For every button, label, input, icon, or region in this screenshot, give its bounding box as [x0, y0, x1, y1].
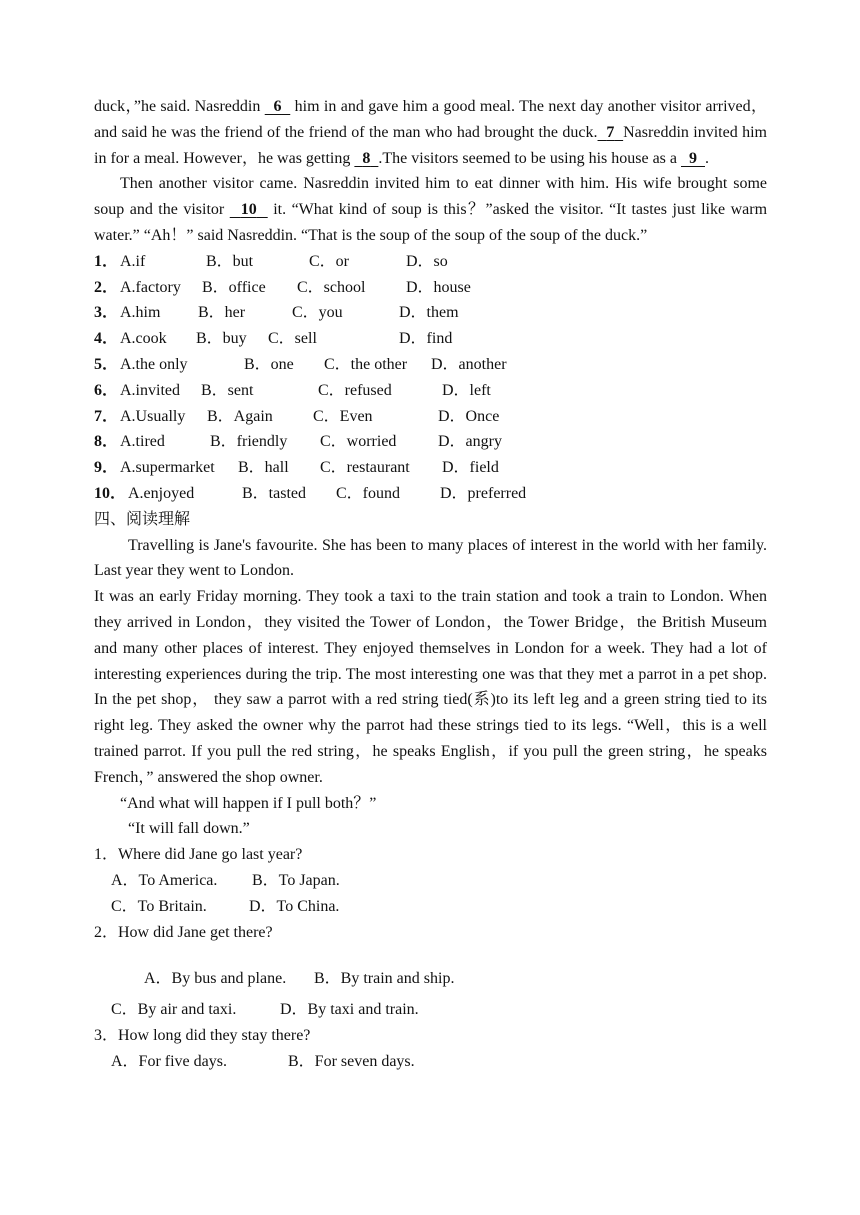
option-a: A.him [120, 304, 161, 322]
option-a: A.supermarket [120, 459, 215, 477]
question-number: 4． [94, 330, 119, 348]
section-title: 四、阅读理解 [94, 510, 191, 528]
answer-row [94, 868, 767, 894]
option-c: C．the other [324, 355, 408, 373]
option-d: D．Once [438, 407, 500, 425]
option-row-7 [94, 404, 767, 430]
answer-c: C．To Britain. [111, 897, 207, 915]
cloze-paragraph-2 [94, 171, 767, 248]
question-number: 5． [94, 355, 119, 373]
option-row-5 [94, 352, 767, 378]
option-c: C．or [309, 252, 350, 270]
question-number: 6． [94, 381, 119, 399]
question-3: 3．How long did they stay there? [94, 1026, 311, 1044]
option-a: A.Usually [120, 407, 186, 425]
answer-b: B．To Japan. [252, 871, 340, 889]
option-d: D．preferred [440, 484, 527, 502]
answer-row [94, 997, 767, 1023]
blank-9: 9 [689, 149, 697, 167]
option-b: B．her [198, 304, 246, 322]
answer-row [94, 1049, 767, 1075]
cloze-paragraph-1 [94, 94, 767, 171]
option-a: A.tired [120, 433, 165, 451]
option-row-8 [94, 429, 767, 455]
option-a: A.enjoyed [128, 484, 195, 502]
text-run: Then another visitor came. Nasreddin invited him to eat dinner with him. His wife brought some soup and the visitor [94, 175, 767, 219]
option-d: D．house [406, 278, 471, 296]
answer-d: D．By taxi and train. [280, 1001, 419, 1019]
option-b: B．tasted [242, 484, 306, 502]
answer-a: A．For five days. [111, 1052, 227, 1070]
text-run: it. “What kind of soup is this？”asked the visitor. “It tastes just like warm water.” “Ah！” said Nasreddin. “That is the soup of the soup of the soup of the duck.” [94, 201, 768, 244]
option-row-2 [94, 275, 767, 301]
blank-6: 6 [273, 98, 282, 115]
answer-a: A．By bus and plane. [144, 970, 287, 988]
text-run: Nasreddin invited him in for a meal. However，he was getting [94, 123, 768, 167]
option-d: D．them [399, 304, 459, 322]
option-d: D．another [431, 355, 507, 373]
question-2: 2．How did Jane get there? [94, 923, 273, 941]
option-row-9 [94, 455, 767, 481]
answer-a: A．To America. [111, 871, 218, 889]
exam-page [94, 94, 767, 1074]
reading-paragraph-1: Travelling is Jane's favourite. She has been to many places of interest in the world with her family. Last year they went to London. [94, 536, 767, 580]
reading-paragraph-4: “It will fall down.” [128, 820, 250, 838]
blank-10: 10 [240, 201, 257, 219]
option-c: C．Even [313, 407, 373, 425]
option-a: A.cook [120, 330, 167, 348]
option-a: A.factory [120, 278, 181, 296]
question-number: 7． [94, 407, 119, 425]
blank-8: 8 [362, 149, 371, 167]
text-run: duck，”he said. Nasreddin [94, 98, 265, 115]
option-d: D．find [399, 330, 453, 348]
option-c: C．restaurant [320, 459, 410, 477]
option-a: A.if [120, 252, 146, 270]
answer-row [94, 966, 767, 992]
cloze-options [94, 249, 767, 507]
option-b: B．hall [238, 459, 289, 477]
option-b: B．friendly [210, 433, 288, 451]
reading-questions [94, 842, 767, 1074]
question-number: 1． [94, 252, 119, 270]
question-number: 2． [94, 278, 119, 296]
reading-paragraph-3: “And what will happen if I pull both？” [120, 794, 377, 812]
option-row-6 [94, 378, 767, 404]
option-row-1 [94, 249, 767, 275]
option-d: D．angry [438, 433, 502, 451]
answer-b: B．By train and ship. [314, 970, 455, 988]
option-b: B．buy [196, 330, 247, 348]
option-d: D．field [442, 459, 499, 477]
option-b: B．one [244, 355, 294, 373]
option-c: C．worried [320, 433, 397, 451]
blank-7: 7 [606, 123, 615, 141]
reading-paragraph-2: It was an early Friday morning. They took a taxi to the train station and took a train to London. When they arrived in London，they visited the Tower of London，the Tower Bridge，the British Museum and many other places of interest. They enjoyed themselves in London for a week. They had a lot of interesting experiences during the trip. The most interesting one was that they met a parrot in a pet shop. In the pet shop， they saw a parrot with a red string tied(系)to its left leg and a green string tied to its right leg. They asked the owner why the parrot had these strings tied to its legs. “Well，this is a well trained parrot. If you pull the red string，he speaks English，if you pull the green string，he speaks French，” answered the shop owner. [94, 588, 767, 786]
question-number: 8． [94, 433, 119, 451]
answer-b: B．For seven days. [288, 1052, 415, 1070]
answer-d: D．To China. [249, 897, 340, 915]
option-b: B．office [202, 278, 266, 296]
option-a: A.invited [120, 381, 180, 399]
text-run: him in and gave him a good meal. The next day another visitor arrived， and said he was the friend of the friend of the man who had brought the duck. [94, 98, 768, 141]
option-c: C．found [336, 484, 401, 502]
option-b: B．but [206, 252, 254, 270]
option-row-3 [94, 300, 767, 326]
answer-row [94, 894, 767, 920]
question-number: 3． [94, 304, 119, 322]
question-1: 1．Where did Jane go last year? [94, 846, 303, 864]
option-d: D．so [406, 252, 448, 270]
text-run: . [705, 149, 709, 167]
option-c: C．school [297, 278, 366, 296]
text-run: .The visitors seemed to be using his house as a [378, 149, 681, 167]
option-c: C．you [292, 304, 343, 322]
option-b: B．sent [201, 381, 254, 399]
option-d: D．left [442, 381, 491, 399]
option-row-4 [94, 326, 767, 352]
question-number: 10． [94, 484, 127, 502]
option-b: B．Again [207, 407, 273, 425]
answer-c: C．By air and taxi. [111, 1001, 237, 1019]
option-a: A.the only [120, 355, 188, 373]
option-c: C．sell [268, 330, 317, 348]
question-number: 9． [94, 459, 119, 477]
option-c: C．refused [318, 381, 392, 399]
option-row-10 [94, 481, 767, 507]
